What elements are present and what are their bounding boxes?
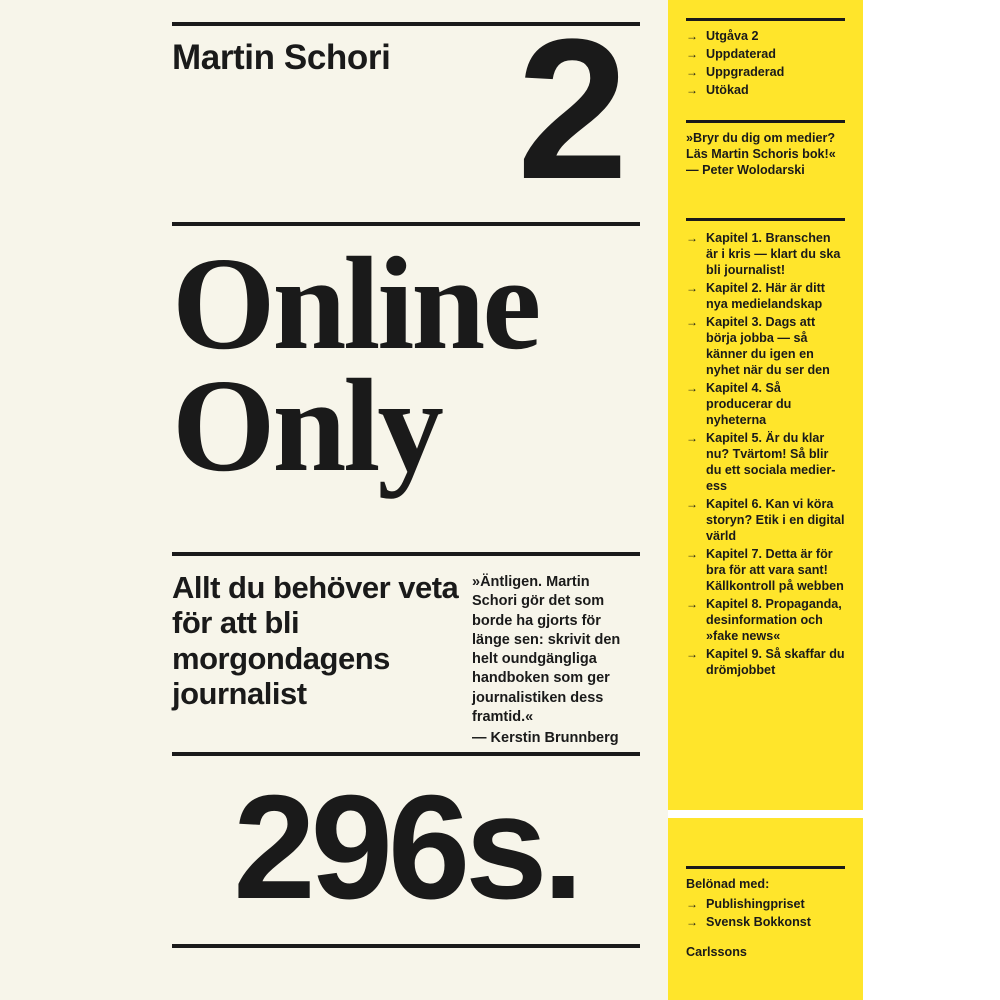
awards-label: Belönad med: <box>686 877 770 891</box>
title-line-1: Online <box>172 229 539 377</box>
arrow-icon: → <box>686 430 698 445</box>
edition-flags-list <box>686 29 845 99</box>
list-item <box>686 915 845 931</box>
page-count-block <box>172 752 640 948</box>
chapter-label: Kapitel 1. Branschen är i kris — klart du ska bli journalist! <box>706 231 841 277</box>
pull-quote <box>686 131 845 179</box>
title-block <box>172 222 640 500</box>
list-item <box>686 47 845 63</box>
edition-flags-block <box>686 18 845 101</box>
list-item <box>686 65 845 81</box>
arrow-icon: → <box>686 380 698 395</box>
arrow-icon: → <box>686 280 698 295</box>
awards-block <box>686 866 845 959</box>
awards-list <box>686 897 845 931</box>
chapter-label: Kapitel 8. Propaganda, desinformation och »fake news« <box>706 596 842 643</box>
divider-flags <box>686 18 845 21</box>
pull-quote-block <box>686 120 845 179</box>
list-item <box>686 231 845 279</box>
arrow-icon: → <box>686 496 698 511</box>
arrow-icon: → <box>686 897 698 911</box>
list-item <box>686 431 845 495</box>
pull-quote-attribution: — Peter Wolodarski <box>686 162 805 177</box>
arrow-icon: → <box>686 546 698 561</box>
arrow-icon: → <box>686 914 698 929</box>
book-subtitle: Allt du behöver veta för att bli morgondagens journalist <box>172 570 459 711</box>
list-item <box>686 597 845 645</box>
chapter-label: Kapitel 3. Dags att börja jobba — så känner du igen en nyhet när du ser den <box>706 314 830 377</box>
edition-flag-label: Utökad <box>706 82 749 97</box>
list-item <box>686 497 845 545</box>
chapter-label: Kapitel 6. Kan vi köra storyn? Etik i en digital värld <box>706 496 845 543</box>
arrow-icon: → <box>686 46 698 61</box>
award-label: Publishingpriset <box>706 897 805 911</box>
chapter-label: Kapitel 9. Så skaffar du drömjobbet <box>706 646 845 677</box>
edition-flag-label: Utgåva 2 <box>706 29 759 43</box>
chapter-list <box>686 231 845 679</box>
divider-quote <box>686 120 845 123</box>
list-item <box>686 897 845 913</box>
list-item <box>686 381 845 429</box>
edition-flag-label: Uppdaterad <box>706 46 776 61</box>
edition-numeral: 2 <box>517 0 623 221</box>
arrow-icon: → <box>686 646 698 661</box>
cover-content-column <box>172 0 640 1000</box>
pull-quote-text: »Bryr du dig om medier? Läs Martin Schoris bok!« <box>686 131 836 161</box>
list-item <box>686 281 845 313</box>
sidebar-awards-panel <box>668 818 863 1000</box>
review-blurb-attribution: — Kerstin Brunnberg <box>472 730 619 747</box>
subtitle-block <box>172 552 640 749</box>
sidebar-accent-panel <box>668 0 863 810</box>
arrow-icon: → <box>686 314 698 329</box>
review-blurb <box>472 570 628 749</box>
arrow-icon: → <box>686 596 698 611</box>
arrow-icon: → <box>686 82 698 97</box>
divider-awards <box>686 866 845 869</box>
chapter-label: Kapitel 5. Är du klar nu? Tvärtom! Så blir du ett sociala medier-ess <box>706 430 836 493</box>
arrow-icon: → <box>686 29 698 43</box>
arrow-icon: → <box>686 231 698 245</box>
list-item <box>686 647 845 679</box>
page-count: 296s. <box>233 765 579 930</box>
chapter-label: Kapitel 4. Så producerar du nyheterna <box>706 380 792 427</box>
edition-flag-label: Uppgraderad <box>706 64 785 79</box>
arrow-icon: → <box>686 64 698 79</box>
chapters-block <box>686 218 845 681</box>
book-title <box>172 229 640 500</box>
list-item <box>686 315 845 379</box>
publisher-name: Carlssons <box>686 944 747 959</box>
divider-subtitle <box>172 552 640 556</box>
divider-chapters <box>686 218 845 221</box>
award-label: Svensk Bokkonst <box>706 914 811 929</box>
chapter-label: Kapitel 2. Här är ditt nya medielandskap <box>706 280 825 311</box>
list-item <box>686 83 845 99</box>
chapter-label: Kapitel 7. Detta är för bra för att vara sant! Källkontroll på webben <box>706 546 844 593</box>
list-item <box>686 547 845 595</box>
divider-title <box>172 222 640 226</box>
review-blurb-text: »Äntligen. Martin Schori gör det som borde ha gjorts för länge sen: skrivit den helt oundgängliga handboken som ger journalistiken dess framtid.« <box>472 574 621 725</box>
title-line-2: Only <box>172 351 441 500</box>
author-name: Martin Schori <box>172 38 391 77</box>
divider-pages-top <box>172 752 640 756</box>
list-item <box>686 29 845 45</box>
divider-pages-bottom <box>172 944 640 948</box>
